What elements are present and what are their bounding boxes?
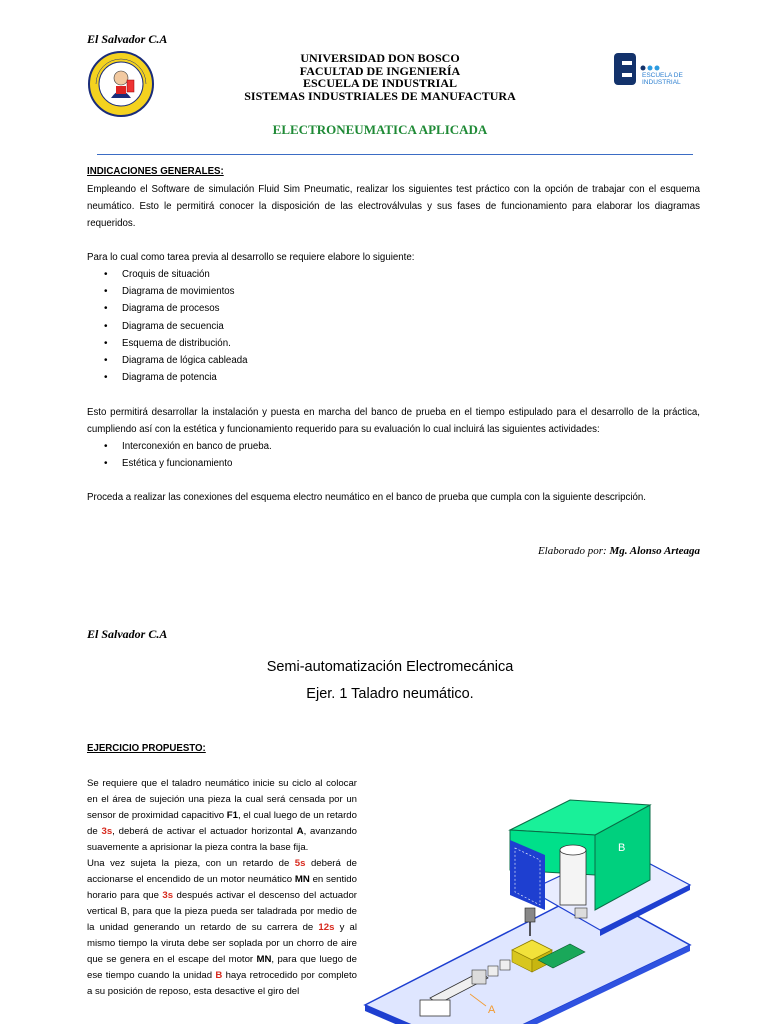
logo-text: INDUSTRIAL — [642, 79, 681, 86]
title-divider — [97, 154, 693, 155]
institution-header — [180, 52, 580, 102]
text-run: , para que luego de ese tiempo cuando la unidad — [87, 954, 357, 981]
section-heading-indicaciones: INDICACIONES GENERALES: — [87, 166, 224, 177]
text-run: , avanzando suavemente a aprisionar la pieza contra la base fija. — [87, 826, 357, 853]
delay-value: 3s — [101, 826, 113, 837]
motor-label: MN — [256, 954, 272, 965]
install-paragraph: Esto permitirá desarrollar la instalación y puesta en marcha del banco de prueba en el tiempo estipulado para el desarrollo de la práctica, cumpliendo así con la estética y funcionamiento requerido para su evaluación lo cual incluirá las siguientes actividades: — [87, 407, 700, 435]
text-run: Se requiere que el taladro neumático inicie su ciclo al colocar en el área de sujeción una pieza la cual será censada por un sensor de proximidad capacitivo — [87, 778, 357, 821]
exercise-description — [87, 776, 357, 1000]
university-seal — [87, 50, 155, 118]
location-header: El Salvador C.A — [87, 32, 168, 46]
logo-text: ESCUELA DE — [642, 72, 683, 79]
course-title: ELECTRONEUMATICA APLICADA — [272, 122, 488, 137]
text-run: , el cual luego de un retardo de — [87, 810, 357, 837]
figure-label-b: B — [618, 842, 626, 854]
section-heading-ejercicio: EJERCICIO PROPUESTO: — [87, 743, 206, 754]
text-run: Una vez sujeta la pieza, con un retardo de — [87, 858, 295, 869]
list-item: • Interconexión en banco de prueba. — [87, 438, 487, 455]
list-item: • Diagrama de movimientos — [87, 283, 487, 300]
pneumatic-drill-figure — [360, 760, 705, 1024]
delay-value: 5s — [294, 858, 306, 869]
sensor-label: F1 — [226, 810, 238, 821]
motor-label: MN — [294, 874, 310, 885]
header-line: ESCUELA DE INDUSTRIAL — [302, 76, 458, 90]
author-label: Elaborado por: — [537, 545, 607, 557]
header-line: FACULTAD DE INGENIERÍA — [299, 63, 461, 78]
figure-label-a: A — [488, 1004, 496, 1016]
list-item: • Diagrama de potencia — [87, 369, 487, 386]
list-item: • Diagrama de secuencia — [87, 318, 487, 335]
text-run: , deberá de activar el actuador horizontal — [112, 826, 297, 837]
list-item: • Croquis de situación — [87, 266, 487, 283]
delay-value: 3s — [162, 890, 174, 901]
list-item: • Diagrama de procesos — [87, 300, 487, 317]
prereq-intro: Para lo cual como tarea previa al desarrollo se requiere elabore lo siguiente: — [87, 252, 415, 263]
location-header-2: El Salvador C.A — [87, 627, 168, 641]
exercise-subtitle: Ejer. 1 Taladro neumático. — [306, 686, 474, 702]
school-logo — [610, 50, 690, 90]
actuator-label: A — [296, 826, 304, 837]
exercise-title: Semi-automatización Electromecánica — [266, 659, 514, 675]
actuator-label: B — [215, 970, 223, 981]
list-item: • Diagrama de lógica cableada — [87, 352, 487, 369]
text-run: deberá de accionarse el encendido de un motor neumático — [87, 858, 357, 885]
proceed-paragraph: Proceda a realizar las conexiones del esquema electro neumático en el banco de prueba que cumpla con la siguiente descripción. — [87, 492, 646, 503]
delay-value: 12s — [318, 922, 335, 933]
text-run: en sentido horario para que — [87, 874, 357, 901]
prereq-list — [87, 266, 487, 386]
intro-paragraph: Empleando el Software de simulación Fluid Sim Pneumatic, realizar los siguientes test práctico con la opción de trabajar con el esquema neumático. Esto le permitirá conocer la disposición de las electroválvulas y sus fases de funcionamiento para elaborar los diagramas requeridos. — [87, 184, 700, 229]
text-run: haya retrocedido por completo a su posición de reposo, esta desactive el giro del — [87, 970, 357, 997]
author-line — [538, 545, 700, 557]
header-line: SISTEMAS INDUSTRIALES DE MANUFACTURA — [244, 88, 516, 103]
header-line: UNIVERSIDAD DON BOSCO — [300, 51, 460, 65]
list-item: • Estética y funcionamiento — [87, 455, 487, 472]
text-run: después activar el descenso del actuador vertical B, para que la pieza pueda ser taladrada por medio de la unidad generando un retardo de su carrera de — [87, 890, 357, 933]
author-name: Mg. Alonso Arteaga — [609, 545, 700, 557]
list-item: • Esquema de distribución. — [87, 335, 487, 352]
activity-list — [87, 438, 487, 472]
text-run: y al mismo tiempo la viruta debe ser soplada por un chorro de aire que se genera en el escape del motor — [87, 922, 357, 965]
